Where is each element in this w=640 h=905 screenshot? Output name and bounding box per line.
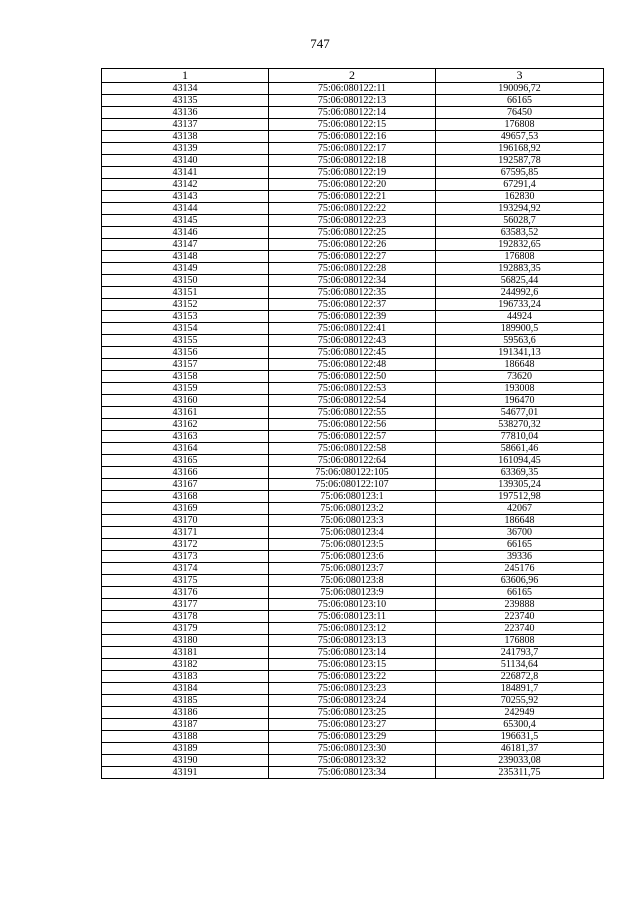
cadastral-number-cell: 75:06:080122:105 (269, 467, 436, 479)
table-row (102, 371, 604, 383)
cadastral-number-cell: 75:06:080122:48 (269, 359, 436, 371)
value-cell: 70255,92 (436, 695, 604, 707)
cadastral-number-cell: 75:06:080123:9 (269, 587, 436, 599)
row-number-cell: 43157 (102, 359, 269, 371)
value-cell: 67595,85 (436, 167, 604, 179)
value-cell: 49657,53 (436, 131, 604, 143)
cadastral-number-cell: 75:06:080122:55 (269, 407, 436, 419)
table-row (102, 395, 604, 407)
table-row (102, 467, 604, 479)
row-number-cell: 43159 (102, 383, 269, 395)
table-row (102, 587, 604, 599)
row-number-cell: 43154 (102, 323, 269, 335)
cadastral-number-cell: 75:06:080122:54 (269, 395, 436, 407)
value-cell: 42067 (436, 503, 604, 515)
value-cell: 192587,78 (436, 155, 604, 167)
table-row (102, 251, 604, 263)
cadastral-number-cell: 75:06:080123:34 (269, 767, 436, 779)
cadastral-number-cell: 75:06:080123:6 (269, 551, 436, 563)
value-cell: 235311,75 (436, 767, 604, 779)
cadastral-number-cell: 75:06:080122:21 (269, 191, 436, 203)
cadastral-number-cell: 75:06:080122:45 (269, 347, 436, 359)
row-number-cell: 43173 (102, 551, 269, 563)
row-number-cell: 43134 (102, 83, 269, 95)
cadastral-number-cell: 75:06:080123:24 (269, 695, 436, 707)
value-cell: 162830 (436, 191, 604, 203)
value-cell: 223740 (436, 611, 604, 623)
value-cell: 176808 (436, 119, 604, 131)
value-cell: 66165 (436, 539, 604, 551)
value-cell: 186648 (436, 359, 604, 371)
cadastral-number-cell: 75:06:080122:43 (269, 335, 436, 347)
table-row (102, 311, 604, 323)
table-row (102, 191, 604, 203)
row-number-cell: 43179 (102, 623, 269, 635)
value-cell: 76450 (436, 107, 604, 119)
cadastral-number-cell: 75:06:080122:58 (269, 443, 436, 455)
table-row (102, 383, 604, 395)
cadastral-number-cell: 75:06:080123:22 (269, 671, 436, 683)
value-cell: 244992,6 (436, 287, 604, 299)
table-row (102, 83, 604, 95)
row-number-cell: 43178 (102, 611, 269, 623)
table-row (102, 443, 604, 455)
table-row (102, 647, 604, 659)
cadastral-number-cell: 75:06:080122:41 (269, 323, 436, 335)
row-number-cell: 43185 (102, 695, 269, 707)
table-row (102, 359, 604, 371)
cadastral-number-cell: 75:06:080123:7 (269, 563, 436, 575)
table-row (102, 695, 604, 707)
row-number-cell: 43181 (102, 647, 269, 659)
cadastral-number-cell: 75:06:080123:14 (269, 647, 436, 659)
value-cell: 77810,04 (436, 431, 604, 443)
table-row (102, 539, 604, 551)
cadastral-number-cell: 75:06:080122:22 (269, 203, 436, 215)
cadastral-number-cell: 75:06:080123:13 (269, 635, 436, 647)
row-number-cell: 43147 (102, 239, 269, 251)
table-row (102, 611, 604, 623)
row-number-cell: 43142 (102, 179, 269, 191)
table-row (102, 143, 604, 155)
row-number-cell: 43140 (102, 155, 269, 167)
value-cell: 184891,7 (436, 683, 604, 695)
value-cell: 58661,46 (436, 443, 604, 455)
value-cell: 192832,65 (436, 239, 604, 251)
table-row (102, 503, 604, 515)
cadastral-number-cell: 75:06:080122:26 (269, 239, 436, 251)
table-header (102, 69, 604, 83)
table-row (102, 671, 604, 683)
cadastral-number-cell: 75:06:080122:50 (269, 371, 436, 383)
table-row (102, 179, 604, 191)
column-header-3: 3 (436, 69, 604, 83)
table-row (102, 767, 604, 779)
cadastral-number-cell: 75:06:080123:32 (269, 755, 436, 767)
row-number-cell: 43166 (102, 467, 269, 479)
value-cell: 51134,64 (436, 659, 604, 671)
table-row (102, 263, 604, 275)
table-row (102, 119, 604, 131)
cadastral-number-cell: 75:06:080122:27 (269, 251, 436, 263)
value-cell: 239033,08 (436, 755, 604, 767)
row-number-cell: 43138 (102, 131, 269, 143)
cadastral-number-cell: 75:06:080122:57 (269, 431, 436, 443)
row-number-cell: 43136 (102, 107, 269, 119)
cadastral-number-cell: 75:06:080123:11 (269, 611, 436, 623)
cadastral-number-cell: 75:06:080123:3 (269, 515, 436, 527)
value-cell: 56028,7 (436, 215, 604, 227)
table-row (102, 527, 604, 539)
row-number-cell: 43150 (102, 275, 269, 287)
table-row (102, 563, 604, 575)
value-cell: 176808 (436, 635, 604, 647)
row-number-cell: 43149 (102, 263, 269, 275)
cadastral-number-cell: 75:06:080122:13 (269, 95, 436, 107)
table-row (102, 479, 604, 491)
row-number-cell: 43145 (102, 215, 269, 227)
row-number-cell: 43175 (102, 575, 269, 587)
table-row (102, 323, 604, 335)
value-cell: 161094,45 (436, 455, 604, 467)
table-row (102, 683, 604, 695)
value-cell: 196168,92 (436, 143, 604, 155)
value-cell: 46181,37 (436, 743, 604, 755)
cadastral-number-cell: 75:06:080123:8 (269, 575, 436, 587)
value-cell: 56825,44 (436, 275, 604, 287)
value-cell: 65300,4 (436, 719, 604, 731)
row-number-cell: 43158 (102, 371, 269, 383)
cadastral-number-cell: 75:06:080122:19 (269, 167, 436, 179)
row-number-cell: 43170 (102, 515, 269, 527)
cadastral-number-cell: 75:06:080122:53 (269, 383, 436, 395)
table-row (102, 515, 604, 527)
cadastral-number-cell: 75:06:080122:64 (269, 455, 436, 467)
value-cell: 190096,72 (436, 83, 604, 95)
table-row (102, 551, 604, 563)
cadastral-number-cell: 75:06:080123:4 (269, 527, 436, 539)
row-number-cell: 43151 (102, 287, 269, 299)
table-row (102, 731, 604, 743)
value-cell: 196631,5 (436, 731, 604, 743)
cadastral-number-cell: 75:06:080122:28 (269, 263, 436, 275)
table-row (102, 287, 604, 299)
value-cell: 63369,35 (436, 467, 604, 479)
row-number-cell: 43183 (102, 671, 269, 683)
table-row (102, 407, 604, 419)
table-row (102, 347, 604, 359)
row-number-cell: 43135 (102, 95, 269, 107)
value-cell: 73620 (436, 371, 604, 383)
row-number-cell: 43182 (102, 659, 269, 671)
table-row (102, 299, 604, 311)
row-number-cell: 43171 (102, 527, 269, 539)
table-row (102, 227, 604, 239)
row-number-cell: 43177 (102, 599, 269, 611)
cadastral-number-cell: 75:06:080122:34 (269, 275, 436, 287)
row-number-cell: 43176 (102, 587, 269, 599)
row-number-cell: 43143 (102, 191, 269, 203)
value-cell: 54677,01 (436, 407, 604, 419)
row-number-cell: 43152 (102, 299, 269, 311)
cadastral-number-cell: 75:06:080122:23 (269, 215, 436, 227)
row-number-cell: 43141 (102, 167, 269, 179)
value-cell: 186648 (436, 515, 604, 527)
cadastral-number-cell: 75:06:080122:35 (269, 287, 436, 299)
value-cell: 44924 (436, 311, 604, 323)
table-row (102, 239, 604, 251)
table-row (102, 167, 604, 179)
row-number-cell: 43184 (102, 683, 269, 695)
cadastral-number-cell: 75:06:080122:37 (269, 299, 436, 311)
cadastral-number-cell: 75:06:080122:17 (269, 143, 436, 155)
table-row (102, 107, 604, 119)
cadastral-number-cell: 75:06:080123:1 (269, 491, 436, 503)
cadastral-number-cell: 75:06:080123:5 (269, 539, 436, 551)
value-cell: 66165 (436, 587, 604, 599)
row-number-cell: 43153 (102, 311, 269, 323)
table-row (102, 215, 604, 227)
row-number-cell: 43190 (102, 755, 269, 767)
table-row (102, 491, 604, 503)
value-cell: 67291,4 (436, 179, 604, 191)
row-number-cell: 43137 (102, 119, 269, 131)
value-cell: 242949 (436, 707, 604, 719)
cadastral-number-cell: 75:06:080122:11 (269, 83, 436, 95)
table-row (102, 575, 604, 587)
value-cell: 538270,32 (436, 419, 604, 431)
value-cell: 223740 (436, 623, 604, 635)
row-number-cell: 43139 (102, 143, 269, 155)
data-table (101, 68, 604, 779)
cadastral-number-cell: 75:06:080123:15 (269, 659, 436, 671)
cadastral-number-cell: 75:06:080122:56 (269, 419, 436, 431)
value-cell: 197512,98 (436, 491, 604, 503)
table-row (102, 659, 604, 671)
value-cell: 39336 (436, 551, 604, 563)
row-number-cell: 43162 (102, 419, 269, 431)
table-row (102, 635, 604, 647)
value-cell: 63583,52 (436, 227, 604, 239)
row-number-cell: 43156 (102, 347, 269, 359)
row-number-cell: 43144 (102, 203, 269, 215)
cadastral-number-cell: 75:06:080123:27 (269, 719, 436, 731)
cadastral-number-cell: 75:06:080123:25 (269, 707, 436, 719)
row-number-cell: 43155 (102, 335, 269, 347)
row-number-cell: 43180 (102, 635, 269, 647)
value-cell: 196470 (436, 395, 604, 407)
table-row (102, 275, 604, 287)
cadastral-number-cell: 75:06:080123:29 (269, 731, 436, 743)
value-cell: 63606,96 (436, 575, 604, 587)
value-cell: 192883,35 (436, 263, 604, 275)
table-row (102, 743, 604, 755)
cadastral-number-cell: 75:06:080122:16 (269, 131, 436, 143)
cadastral-number-cell: 75:06:080122:15 (269, 119, 436, 131)
row-number-cell: 43187 (102, 719, 269, 731)
page-number: 747 (310, 36, 330, 51)
table-row (102, 131, 604, 143)
row-number-cell: 43164 (102, 443, 269, 455)
row-number-cell: 43189 (102, 743, 269, 755)
value-cell: 241793,7 (436, 647, 604, 659)
cadastral-number-cell: 75:06:080122:107 (269, 479, 436, 491)
column-header-2: 2 (269, 69, 436, 83)
row-number-cell: 43168 (102, 491, 269, 503)
table-row (102, 335, 604, 347)
table-row (102, 623, 604, 635)
cadastral-number-cell: 75:06:080122:39 (269, 311, 436, 323)
row-number-cell: 43188 (102, 731, 269, 743)
value-cell: 245176 (436, 563, 604, 575)
row-number-cell: 43160 (102, 395, 269, 407)
value-cell: 193008 (436, 383, 604, 395)
row-number-cell: 43191 (102, 767, 269, 779)
row-number-cell: 43186 (102, 707, 269, 719)
row-number-cell: 43146 (102, 227, 269, 239)
value-cell: 226872,8 (436, 671, 604, 683)
row-number-cell: 43167 (102, 479, 269, 491)
table-row (102, 155, 604, 167)
value-cell: 66165 (436, 95, 604, 107)
table-row (102, 203, 604, 215)
header-row (102, 69, 604, 83)
table-row (102, 419, 604, 431)
table-row (102, 95, 604, 107)
value-cell: 176808 (436, 251, 604, 263)
cadastral-number-cell: 75:06:080122:25 (269, 227, 436, 239)
cadastral-number-cell: 75:06:080122:20 (269, 179, 436, 191)
row-number-cell: 43163 (102, 431, 269, 443)
table-body (102, 83, 604, 779)
value-cell: 36700 (436, 527, 604, 539)
table-row (102, 455, 604, 467)
table-row (102, 755, 604, 767)
cadastral-number-cell: 75:06:080123:10 (269, 599, 436, 611)
value-cell: 139305,24 (436, 479, 604, 491)
cadastral-number-cell: 75:06:080122:18 (269, 155, 436, 167)
row-number-cell: 43174 (102, 563, 269, 575)
cadastral-number-cell: 75:06:080123:2 (269, 503, 436, 515)
cadastral-number-cell: 75:06:080123:23 (269, 683, 436, 695)
row-number-cell: 43161 (102, 407, 269, 419)
value-cell: 189900,5 (436, 323, 604, 335)
value-cell: 239888 (436, 599, 604, 611)
cadastral-number-cell: 75:06:080122:14 (269, 107, 436, 119)
value-cell: 196733,24 (436, 299, 604, 311)
column-header-1: 1 (102, 69, 269, 83)
row-number-cell: 43172 (102, 539, 269, 551)
table-row (102, 719, 604, 731)
row-number-cell: 43169 (102, 503, 269, 515)
cadastral-number-cell: 75:06:080123:30 (269, 743, 436, 755)
row-number-cell: 43148 (102, 251, 269, 263)
table-row (102, 707, 604, 719)
value-cell: 59563,6 (436, 335, 604, 347)
value-cell: 193294,92 (436, 203, 604, 215)
table-row (102, 431, 604, 443)
cadastral-number-cell: 75:06:080123:12 (269, 623, 436, 635)
table-row (102, 599, 604, 611)
value-cell: 191341,13 (436, 347, 604, 359)
row-number-cell: 43165 (102, 455, 269, 467)
